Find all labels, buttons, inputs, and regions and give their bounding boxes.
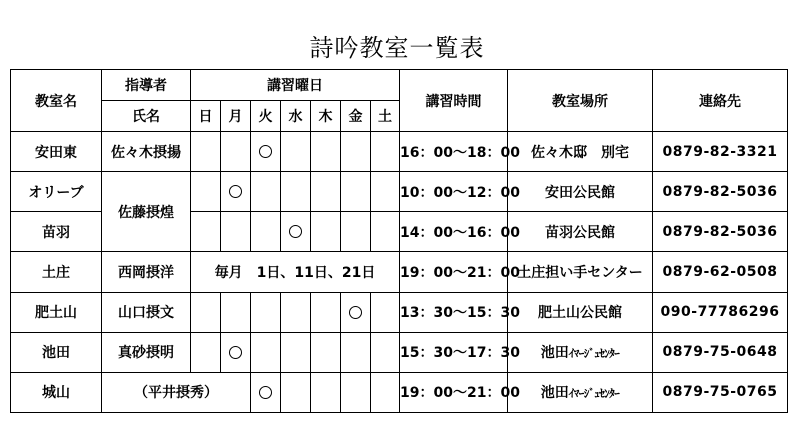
day-cell xyxy=(221,172,251,212)
place-cell xyxy=(508,372,653,412)
instructor-cell: 西岡摂洋 xyxy=(102,252,191,292)
place-main: 池田 xyxy=(540,385,569,402)
place-cell: 肥土山公民館 xyxy=(508,292,653,332)
instructor-cell: 佐藤摂煌 xyxy=(102,172,191,252)
day-cell xyxy=(191,332,221,372)
time-cell: 13：30～15：30 xyxy=(400,292,508,332)
header-contact: 連絡先 xyxy=(653,70,788,132)
header-day-wed: 水 xyxy=(281,101,311,132)
table-row xyxy=(11,172,788,212)
time-cell: 19：00～21：00 xyxy=(400,252,508,292)
time-cell: 10：00～12：00 xyxy=(400,172,508,212)
header-day-sun: 日 xyxy=(191,101,221,132)
header-instructor-bottom: 氏名 xyxy=(102,101,191,132)
day-cell xyxy=(311,132,341,172)
day-cell xyxy=(341,372,371,412)
classroom-cell: 土庄 xyxy=(11,252,102,292)
day-cell xyxy=(191,132,221,172)
table-row xyxy=(11,132,788,172)
contact-cell: 0879-82-5036 xyxy=(653,172,788,212)
day-cell xyxy=(341,132,371,172)
classroom-cell: 苗羽 xyxy=(11,212,102,252)
header-time: 講習時間 xyxy=(400,70,508,132)
place-cell: 苗羽公民館 xyxy=(508,212,653,252)
day-cell xyxy=(311,172,341,212)
place-cell: 佐々木邸 別宅 xyxy=(508,132,653,172)
day-cell xyxy=(221,212,251,252)
day-cell xyxy=(311,292,341,332)
contact-cell: 0879-82-5036 xyxy=(653,212,788,252)
day-cell xyxy=(311,332,341,372)
classroom-cell: 安田東 xyxy=(11,132,102,172)
day-cell xyxy=(191,172,221,212)
table-row xyxy=(11,332,788,372)
time-cell: 16：00～18：00 xyxy=(400,132,508,172)
table-row xyxy=(11,252,788,292)
day-cell xyxy=(371,332,400,372)
circle-mark-icon xyxy=(259,145,272,158)
contact-cell: 0879-82-3321 xyxy=(653,132,788,172)
header-row-1 xyxy=(11,70,788,101)
day-cell xyxy=(281,172,311,212)
classroom-cell: 肥土山 xyxy=(11,292,102,332)
contact-cell: 0879-75-0765 xyxy=(653,372,788,412)
circle-mark-icon xyxy=(229,346,242,359)
day-cell xyxy=(251,332,281,372)
day-cell xyxy=(341,172,371,212)
circle-mark-icon xyxy=(229,185,242,198)
header-day-sat: 土 xyxy=(371,101,400,132)
page-title: 詩吟教室一覧表 xyxy=(309,34,485,62)
circle-mark-icon xyxy=(349,306,362,319)
contact-cell: 0879-62-0508 xyxy=(653,252,788,292)
place-cell: 安田公民館 xyxy=(508,172,653,212)
header-day-thu: 木 xyxy=(311,101,341,132)
place-cell: 土庄担い手センター xyxy=(508,252,653,292)
day-cell xyxy=(251,372,281,412)
day-cell xyxy=(371,132,400,172)
contact-cell: 0879-75-0648 xyxy=(653,332,788,372)
day-cell xyxy=(371,372,400,412)
instructor-cell: 佐々木摂揚 xyxy=(102,132,191,172)
day-cell xyxy=(371,292,400,332)
header-day-tue: 火 xyxy=(251,101,281,132)
day-cell xyxy=(311,372,341,412)
classroom-cell: 池田 xyxy=(11,332,102,372)
day-cell xyxy=(371,212,400,252)
time-cell: 15：30～17：30 xyxy=(400,332,508,372)
day-cell xyxy=(191,212,221,252)
instructor-cell: （平井摂秀） xyxy=(102,372,251,412)
time-cell: 14：00～16：00 xyxy=(400,212,508,252)
instructor-cell: 山口摂文 xyxy=(102,292,191,332)
day-cell xyxy=(191,292,221,332)
day-cell xyxy=(341,212,371,252)
day-cell xyxy=(251,292,281,332)
classroom-schedule-table xyxy=(10,69,788,413)
header-instructor-top: 指導者 xyxy=(102,70,191,101)
day-cell xyxy=(251,132,281,172)
circle-mark-icon xyxy=(259,386,272,399)
day-cell xyxy=(281,332,311,372)
day-cell xyxy=(371,172,400,212)
header-day-mon: 月 xyxy=(221,101,251,132)
table-row xyxy=(11,372,788,412)
day-cell xyxy=(341,332,371,372)
circle-mark-icon xyxy=(289,225,302,238)
place-small: ｲﾏｰｼﾞｭｾﾝﾀｰ xyxy=(568,347,620,361)
day-cell xyxy=(281,372,311,412)
day-cell xyxy=(281,132,311,172)
place-main: 池田 xyxy=(540,345,569,362)
table-row xyxy=(11,292,788,332)
place-small: ｲﾏｰｼﾞｭｾﾝﾀｰ xyxy=(568,387,620,401)
header-weekdays: 講習曜日 xyxy=(191,70,400,101)
place-cell xyxy=(508,332,653,372)
classroom-cell: 城山 xyxy=(11,372,102,412)
header-day-fri: 金 xyxy=(341,101,371,132)
instructor-cell: 真砂摂明 xyxy=(102,332,191,372)
day-cell xyxy=(251,212,281,252)
day-cell xyxy=(281,212,311,252)
day-cell xyxy=(221,292,251,332)
day-cell xyxy=(221,132,251,172)
header-place: 教室場所 xyxy=(508,70,653,132)
time-cell: 19：00～21：00 xyxy=(400,372,508,412)
contact-cell: 090-77786296 xyxy=(653,292,788,332)
day-cell xyxy=(221,332,251,372)
classroom-cell: オリーブ xyxy=(11,172,102,212)
day-cell xyxy=(281,292,311,332)
monthly-schedule-cell: 毎月 1日、11日、21日 xyxy=(191,252,400,292)
day-cell xyxy=(341,292,371,332)
day-cell xyxy=(311,212,341,252)
header-classroom: 教室名 xyxy=(11,70,102,132)
day-cell xyxy=(251,172,281,212)
